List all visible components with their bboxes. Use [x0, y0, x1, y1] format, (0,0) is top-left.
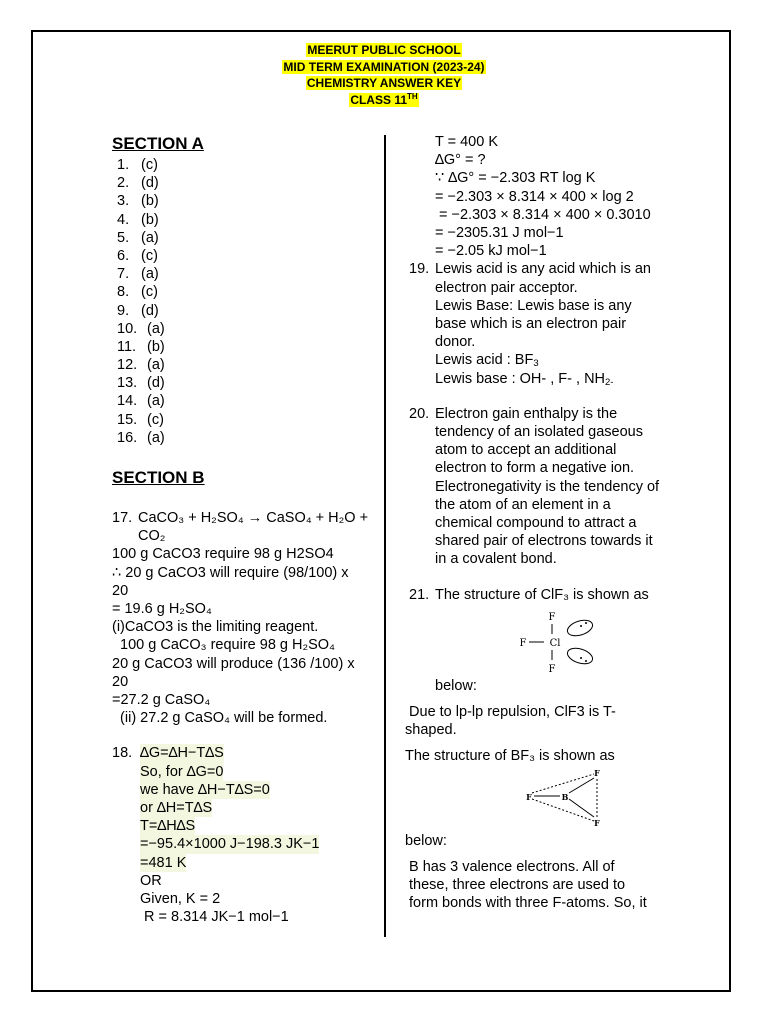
q20-line: in a covalent bond.	[435, 551, 557, 568]
left-column	[112, 133, 380, 926]
answer-option: (a)	[141, 229, 159, 246]
mcq-answer-item	[117, 392, 380, 410]
lewis-acid-line: Lewis acid : $BF_3$	[435, 352, 539, 370]
answer-option: (a)	[147, 393, 165, 410]
answer-option: (d)	[141, 302, 159, 319]
q21-bf3-explanation-line: form bonds with three F-atoms. So, it	[405, 895, 647, 912]
answer-option: (d)	[141, 175, 159, 192]
question-number: 1.	[117, 157, 130, 173]
q18-line: T=∆H∆S	[140, 818, 196, 835]
exam-title: MID TERM EXAMINATION (2023-24)	[283, 59, 485, 74]
question-number: 12.	[117, 357, 138, 374]
answer-option: (a)	[147, 429, 165, 446]
clf3-structure-diagram	[409, 606, 684, 678]
mcq-answer-item	[117, 192, 380, 210]
bf3-f-bottom-label: F	[594, 817, 600, 828]
question-number: 15.	[117, 411, 138, 428]
answer-option: (b)	[147, 338, 165, 355]
lone-pair-lobe-top	[565, 617, 594, 638]
q21-explanation-line: Due to lp-lp repulsion, ClF3 is T-	[405, 704, 616, 721]
class-title: CLASS 11TH	[350, 91, 418, 107]
q18-continuation-line: = −2.303 × 8.314 × 400 × 0.3010	[435, 206, 651, 223]
right-column	[405, 133, 684, 913]
q21-first-line: The structure of ClF₃ is shown as	[435, 586, 649, 603]
q18-line: =−95.4×1000 J−198.3 JK−1	[140, 836, 320, 853]
q17-number: 17.	[112, 510, 133, 526]
answer-option: (a)	[141, 266, 159, 283]
answer-option: (c)	[141, 247, 158, 264]
clf3-f-left-label: F	[519, 637, 527, 649]
mcq-answer-list	[112, 156, 380, 447]
question-number: 4.	[117, 211, 130, 228]
mcq-answer-item	[117, 411, 380, 429]
question-number: 7.	[117, 266, 130, 283]
question-number: 10.	[117, 320, 138, 337]
q17-equation: CaCO₃ + H₂SO₄ → CaSO₄ + H₂O +	[138, 510, 369, 526]
q18-continuation-line: ∵ ∆G° = −2.303 RT log K	[435, 170, 596, 187]
question-number: 2.	[117, 175, 130, 192]
q19-line: electron pair acceptor.	[435, 279, 578, 296]
mcq-answer-item	[117, 320, 380, 338]
q18-line: So, for ∆G=0	[140, 763, 224, 780]
mcq-answer-item	[117, 374, 380, 392]
q18-continuation-line: = −2.303 × 8.314 × 400 × log 2	[435, 188, 634, 205]
answer-option: (b)	[141, 193, 159, 210]
bf3-structure-diagram	[409, 766, 684, 828]
q20-line: electron to form a negative ion.	[435, 460, 635, 477]
column-divider	[384, 135, 386, 937]
q17-line: 20	[112, 582, 129, 599]
lone-pair-lobe-bottom	[565, 645, 594, 666]
clf3-f-top-label: F	[548, 611, 556, 623]
q17-equation-cont: CO₂	[138, 528, 166, 545]
q21-bf3-explanation-line: B has 3 valence electrons. All of	[405, 858, 615, 875]
q17-line: (i)CaCO3 is the limiting reagent.	[112, 619, 319, 636]
q21-bf3-explanation-line: these, three electrons are used to	[405, 877, 626, 894]
q18-line: we have ∆H−T∆S=0	[140, 781, 270, 798]
q17-line: = 19.6 g H₂SO₄	[112, 601, 212, 618]
q21-number: 21.	[409, 586, 430, 603]
mcq-answer-item	[117, 429, 380, 447]
section-a-title: SECTION A	[112, 134, 204, 153]
answer-option: (d)	[147, 375, 165, 392]
answer-option: (b)	[141, 211, 159, 228]
lewis-base-line: Lewis base : OH- , F- , $NH_{2-}$	[435, 370, 614, 388]
q20-line: shared pair of electrons towards it	[435, 533, 653, 550]
header	[0, 42, 768, 108]
q18-line: R = 8.314 JK−1 mol−1	[140, 909, 289, 926]
section-b-title: SECTION B	[112, 468, 205, 487]
q17-answer	[112, 509, 380, 727]
q18-first-line: ∆G=∆H−T∆S	[140, 745, 224, 762]
q20-line: Electronegativity is the tendency of	[435, 478, 660, 495]
subject-title: CHEMISTRY ANSWER KEY	[306, 76, 462, 90]
mcq-answer-item	[117, 302, 380, 320]
mcq-answer-item	[117, 338, 380, 356]
q19-line: donor.	[435, 334, 476, 351]
mcq-answer-item	[117, 156, 380, 174]
answer-option: (c)	[141, 157, 158, 173]
q20-line: chemical compound to attract a	[435, 515, 637, 532]
answer-option: (a)	[147, 357, 165, 374]
q19-line: Lewis Base: Lewis base is any	[435, 297, 632, 314]
q21-below-2: below:	[405, 832, 447, 849]
question-number: 14.	[117, 393, 138, 410]
q18-continuation-line: ∆G° = ?	[435, 152, 486, 169]
question-number: 9.	[117, 302, 130, 319]
question-number: 5.	[117, 229, 130, 246]
q18-continuation-line: = −2.05 kJ mol−1	[435, 243, 547, 260]
answer-option: (a)	[147, 320, 165, 337]
mcq-answer-item	[117, 229, 380, 247]
q18-line: Given, K = 2	[140, 891, 221, 908]
q17-line: 100 g CaCO3 require 98 g H2SO4	[112, 546, 334, 563]
q21-explanation-line: shaped.	[405, 722, 457, 739]
q19-line: base which is an electron pair	[435, 316, 627, 333]
q20-line: atom to accept an additional	[435, 442, 617, 459]
q18-line: =481 K	[140, 854, 187, 871]
q18-continuation-line: = −2305.31 J mol−1	[435, 225, 564, 242]
q17-line: =27.2 g CaSO₄	[112, 692, 211, 709]
q20-line: the atom of an element in a	[435, 496, 611, 513]
q20-first-line: Electron gain enthalpy is the	[435, 405, 618, 422]
question-number: 16.	[117, 429, 138, 446]
q18-line: OR	[140, 872, 162, 889]
question-number: 8.	[117, 284, 130, 301]
question-number: 3.	[117, 193, 130, 210]
answer-option: (c)	[141, 284, 158, 301]
mcq-answer-item	[117, 211, 380, 229]
question-number: 6.	[117, 247, 130, 264]
clf3-cl-label: Cl	[549, 637, 561, 649]
q17-line: 20 g CaCO3 will produce (136 /100) x	[112, 655, 355, 672]
q18-number: 18.	[112, 745, 133, 762]
answer-option: (c)	[147, 411, 164, 428]
bf3-f-left-label: F	[526, 791, 532, 802]
bf3-b-label: B	[561, 791, 569, 802]
q19-answer	[409, 260, 684, 387]
q18-continuation-line: T = 400 K	[435, 134, 499, 150]
q17-line: 20	[112, 673, 129, 690]
school-name: MEERUT PUBLIC SCHOOL	[307, 43, 461, 57]
mcq-answer-item	[117, 283, 380, 301]
q20-line: tendency of an isolated gaseous	[435, 424, 643, 441]
mcq-answer-item	[117, 174, 380, 192]
mcq-answer-item	[117, 356, 380, 374]
mcq-answer-item	[117, 265, 380, 283]
clf3-f-bottom-label: F	[548, 663, 556, 675]
bf3-f-top-label: F	[594, 767, 600, 778]
question-number: 13.	[117, 375, 138, 392]
q17-line: ∴ 20 g CaCO3 will require (98/100) x	[112, 564, 349, 581]
q21-below-1: below:	[435, 677, 477, 694]
mcq-answer-item	[117, 247, 380, 265]
q18-continuation	[409, 133, 684, 260]
q17-line: 100 g CaCO₃ require 98 g H₂SO₄	[112, 637, 335, 654]
q18-answer	[112, 744, 380, 926]
q18-line: or ∆H=T∆S	[140, 800, 213, 817]
q19-first-line: Lewis acid is any acid which is an	[435, 261, 651, 278]
q21-bf3-line: The structure of BF₃ is shown as	[405, 748, 615, 765]
q19-number: 19.	[409, 261, 430, 278]
q20-answer	[409, 405, 684, 569]
q20-number: 20.	[409, 405, 430, 422]
question-number: 11.	[117, 338, 137, 355]
q21-answer	[405, 586, 684, 913]
q17-line: (ii) 27.2 g CaSO₄ will be formed.	[112, 710, 328, 727]
